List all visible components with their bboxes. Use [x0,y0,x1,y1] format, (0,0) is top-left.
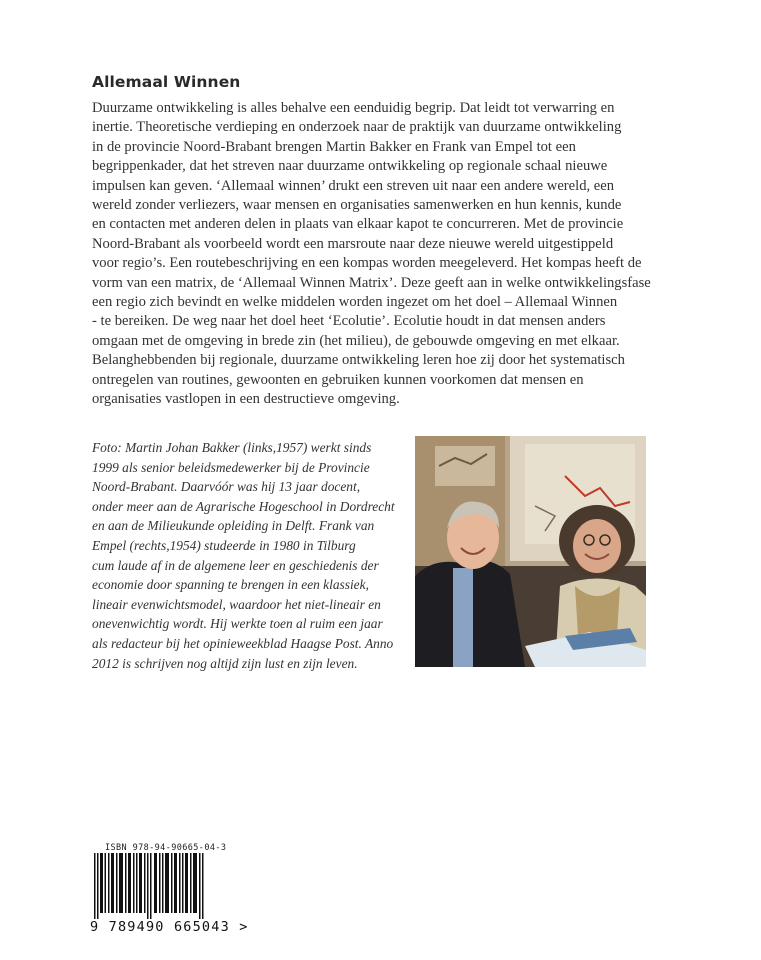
body-line: vorm van een matrix, de ‘Allemaal Winnen Matrix’. Deze geeft aan in welke ontwikkelingsfase [92,274,651,291]
caption-line: en aan de Milieukunde opleiding in Delft. Frank van [92,518,375,534]
caption-line: Noord-Brabant. Daarvóór was hij 13 jaar docent, [92,479,361,495]
body-line: en contacten met anderen delen in plaats van elkaar kapot te concurreren. Met de provincie [92,216,624,233]
body-paragraph [92,99,652,410]
caption-line: cum laude af in de algemene leer en geschiedenis der [92,557,379,573]
body-line: in de provincie Noord-Brabant brengen Martin Bakker en Frank van Empel tot een [92,138,576,155]
barcode [92,853,207,919]
body-line: een regio zich bevindt en welke middelen worden ingezet om het doel – Allemaal Winnen [92,294,618,311]
author-photo [415,436,646,667]
caption-line: onevenwichtig wordt. Hij werkte toen al ruim een jaar [92,616,383,632]
page-title: Allemaal Winnen [92,73,241,91]
isbn-label: ISBN 978-94-90665-04-3 [105,843,227,853]
body-line: begrippenkader, dat het streven naar duurzame ontwikkeling op regionale schaal nieuwe [92,158,608,175]
photo-caption [92,438,402,673]
caption-line: 2012 is schrijven nog altijd zijn lust en zijn leven. [92,655,358,671]
body-line: ontregelen van routines, gewoonten en gebruiken kunnen voorkomen dat mensen en [92,371,584,388]
body-line: Belanghebbenden bij regionale, duurzame ontwikkeling leren hoe zij door het systematisch [92,352,625,369]
body-line: impulsen kan geven. ‘Allemaal winnen’ drukt een streven uit naar een andere wereld, een [92,177,615,194]
body-line: organisaties vastlopen in een destructieve omgeving. [92,391,400,408]
body-line: - te bereiken. De weg naar het doel heet ‘Ecolutie’. Ecolutie houdt in dat mensen anders [92,313,606,330]
caption-line: Empel (rechts,1954) studeerde in 1980 in Tilburg [92,537,356,553]
caption-line: onder meer aan de Agrarische Hogeschool in Dordrecht [92,498,395,514]
caption-line: lineair evenwichtsmodel, waardoor het niet-lineair en [92,596,381,612]
body-line: Duurzame ontwikkeling is alles behalve een eenduidig begrip. Dat leidt tot verwarring en [92,100,615,116]
caption-line: Foto: Martin Johan Bakker (links,1957) werkt sinds [92,440,372,455]
author-photo-illustration [415,436,646,667]
body-line: Noord-Brabant als voorbeeld wordt een marsroute naar deze nieuwe wereld uitgestippeld [92,235,614,252]
caption-line: 1999 als senior beleidsmedewerker bij de Provincie [92,459,370,475]
caption-line: economie door spanning te brengen in een klassiek, [92,577,369,593]
body-line: inertie. Theoretische verdieping en onderzoek naar de praktijk van duurzame ontwikkeling [92,119,622,136]
caption-line: als redacteur bij het opinieweekblad Haagse Post. Anno [92,635,394,651]
body-line: voor regio’s. Een routebeschrijving en een kompas worden meegeleverd. Het kompas heeft de [92,255,642,272]
body-line: omgaan met de omgeving in brede zin (het milieu), de gebouwde omgeving en met elkaar. [92,332,620,349]
ean-digits: 9 789490 665043 > [90,919,249,935]
body-line: wereld zonder verliezers, waar mensen en organisaties samenwerken en hun kennis, kunde [92,197,622,214]
